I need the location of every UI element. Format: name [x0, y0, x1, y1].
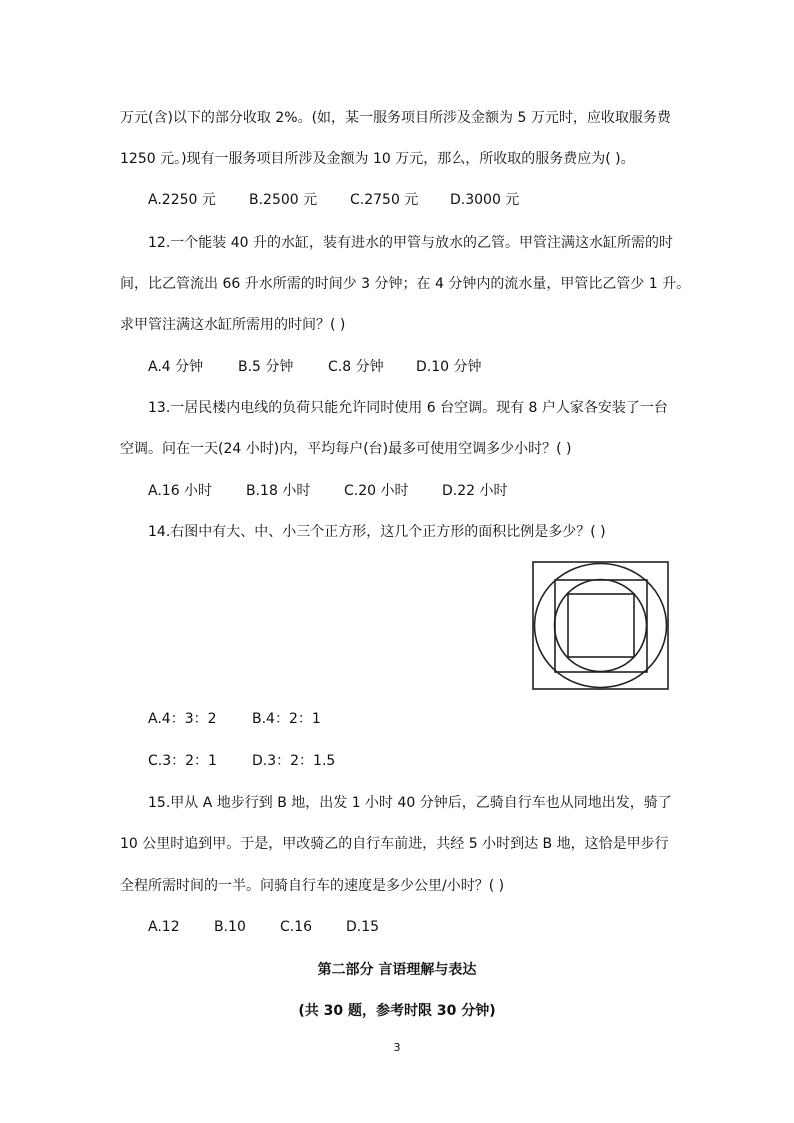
- q15-text-line3: 全程所需时间的一半。问骑自行车的速度是多少公里/小时？( ): [120, 878, 505, 894]
- q13-option-c: C.20 小时: [344, 483, 409, 499]
- q14-option-b: B.4：2：1: [252, 711, 321, 727]
- q11-text-line2: 1250 元。)现有一服务项目所涉及金额为 10 万元，那么，所收取的服务费应为( )。: [120, 151, 635, 167]
- q14-option-a: A.4：3：2: [148, 711, 217, 727]
- q11-option-b: B.2500 元: [249, 192, 318, 208]
- nested-squares-figure: [532, 561, 670, 691]
- page-number: 3: [393, 1041, 401, 1054]
- q13-text-line1: 13.一居民楼内电线的负荷只能允许同时使用 6 台空调。现有 8 户人家各安装了一台: [148, 400, 668, 416]
- q13-option-d: D.22 小时: [442, 483, 508, 499]
- q15-options: [148, 917, 379, 937]
- q14-options-row2: [148, 751, 335, 771]
- q12-option-c: C.8 分钟: [328, 359, 384, 375]
- q12-option-a: A.4 分钟: [148, 359, 204, 375]
- q15-text-line1: 15.甲从 A 地步行到 B 地，出发 1 小时 40 分钟后，乙骑自行车也从同地出发，骑了: [148, 795, 672, 811]
- q14-option-d: D.3：2：1.5: [252, 753, 336, 769]
- q12-text-line3: 求甲管注满这水缸所需用的时间？( ): [120, 317, 346, 333]
- q12-options: [148, 357, 482, 377]
- q12-option-b: B.5 分钟: [238, 359, 294, 375]
- small-square: [568, 594, 634, 657]
- q13-options: [148, 481, 508, 501]
- q12-option-d: D.10 分钟: [416, 359, 482, 375]
- q11-options: [148, 190, 519, 210]
- section-title: 第二部分 言语理解与表达: [317, 962, 477, 978]
- q15-option-b: B.10: [214, 919, 246, 935]
- q15-option-a: A.12: [148, 919, 180, 935]
- q12-text-line2: 间，比乙管流出 66 升水所需的时间少 3 分钟；在 4 分钟内的流水量，甲管比乙管少 1 升。: [120, 276, 691, 292]
- section-subtitle: (共 30 题，参考时限 30 分钟): [298, 1003, 496, 1019]
- q11-option-d: D.3000 元: [450, 192, 520, 208]
- q13-option-b: B.18 小时: [246, 483, 311, 499]
- q12-text-line1: 12.一个能装 40 升的水缸，装有进水的甲管与放水的乙管。甲管注满这水缸所需的时: [148, 235, 673, 251]
- q15-text-line2: 10 公里时追到甲。于是，甲改骑乙的自行车前进，共经 5 小时到达 B 地，这恰是甲步行: [120, 836, 669, 852]
- q11-option-c: C.2750 元: [350, 192, 419, 208]
- q15-option-d: D.15: [346, 919, 380, 935]
- q13-option-a: A.16 小时: [148, 483, 213, 499]
- q11-text-line1: 万元(含)以下的部分收取 2%。(如，某一服务项目所涉及金额为 5 万元时，应收取服务费: [120, 110, 671, 126]
- q14-options-row1: [148, 709, 321, 729]
- q13-text-line2: 空调。问在一天(24 小时)内，平均每户(台)最多可使用空调多少小时？( ): [120, 441, 572, 457]
- q14-text-line1: 14.右图中有大、中、小三个正方形，这几个正方形的面积比例是多少？( ): [148, 524, 606, 540]
- q15-option-c: C.16: [280, 919, 313, 935]
- q11-option-a: A.2250 元: [148, 192, 216, 208]
- q14-option-c: C.3：2：1: [148, 753, 217, 769]
